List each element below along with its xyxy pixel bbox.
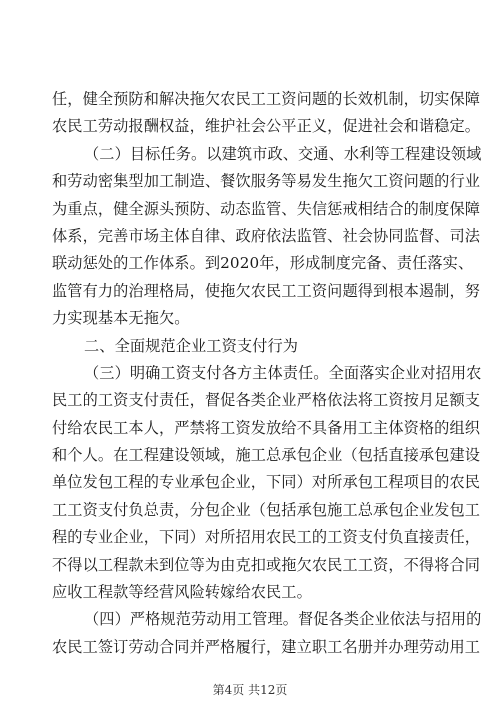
paragraph-start-line: （三）明确工资支付各方主体责任。全面落实企业对招用农 [84,363,482,382]
paragraph-start-line: （四）严格规范劳动用工管理。督促各类企业依法与招用的 [84,610,482,629]
text-line: 农民工签订劳动合同并严格履行，建立职工名册并办理劳动用工 [52,637,481,656]
text-line: 监管有力的治理格局，使拖欠农民工工资问题得到根本遏制，努 [52,281,481,300]
text-line: 和个人。在工程建设领域，施工总承包企业（包括直接承包建设 [52,446,481,465]
text-line: 程的专业企业，下同）对所招用农民工的工资支付负直接责任， [52,528,481,547]
section-heading: 二、全面规范企业工资支付行为 [84,336,299,355]
text-line: 和劳动密集型加工制造、餐饮服务等易发生拖欠工资问题的行业 [52,172,481,191]
text-line: 农民工劳动报酬权益，维护社会公平正义，促进社会和谐稳定。 [52,117,481,136]
text-line: 任，健全预防和解决拖欠农民工工资问题的长效机制，切实保障 [52,90,481,108]
text-line: 应收工程款等经营风险转嫁给农民工。 [52,583,312,602]
text-line: 力实现基本无拖欠。 [52,309,190,328]
text-line: 为重点，健全源头预防、动态监管、失信惩戒相结合的制度保障 [52,199,481,218]
text-line: 付给农民工本人，严禁将工资发放给不具备用工主体资格的组织 [52,418,481,437]
page-number-footer: 第4页 共12页 [212,683,288,697]
text-line: 单位发包工程的专业承包企业，下同）对所承包工程项目的农民 [52,473,481,492]
text-line: 体系，完善市场主体自律、政府依法监管、社会协同监督、司法 [52,226,481,245]
text-line: 联动惩处的工作体系。到2020年，形成制度完备、责任落实、 [52,254,474,273]
text-line: 民工的工资支付责任，督促各类企业严格依法将工资按月足额支 [52,391,481,410]
paragraph-start-line: （二）目标任务。以建筑市政、交通、水利等工程建设领域 [84,144,482,163]
text-line: 工工资支付负总责，分包企业（包括承包施工总承包企业发包工 [52,500,481,519]
text-line: 不得以工程款未到位等为由克扣或拖欠农民工工资，不得将合同 [52,555,481,574]
document-body [52,86,482,661]
